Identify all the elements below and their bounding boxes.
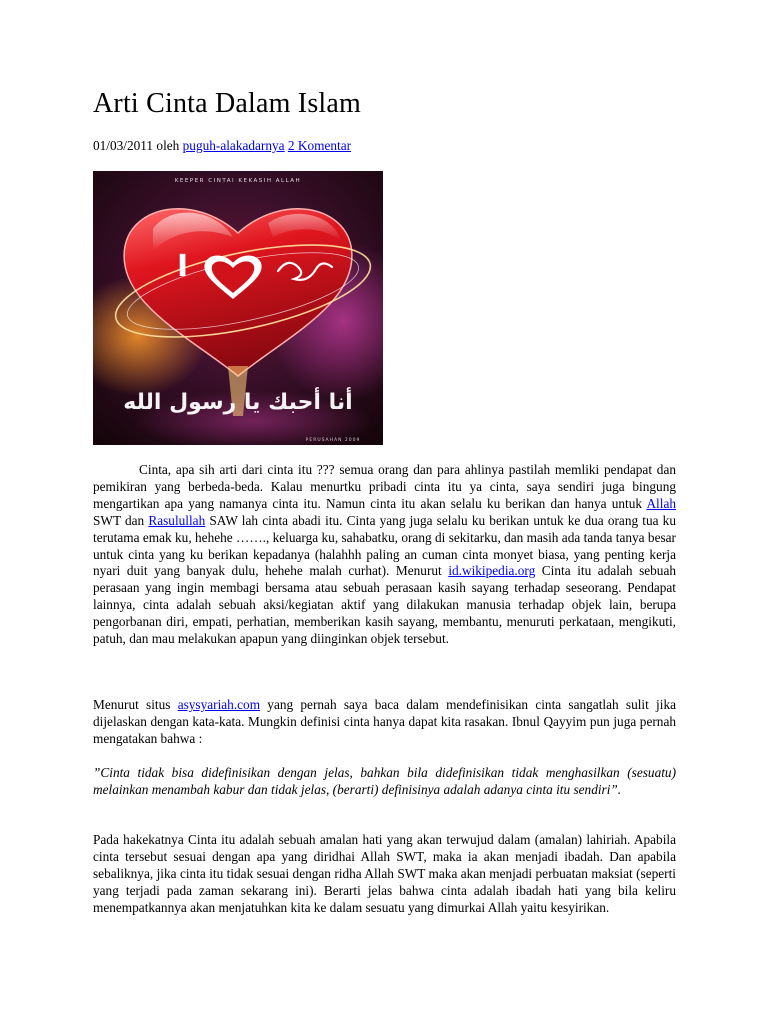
p1-text-4: Cinta itu adalah sebuah perasaan yang ingin membagi bersama atau sebuah perasaan kasih sayang terhadap seseorang. Pendapat lainnya, cinta adalah sebuah aksi/kegiatan aktif yang dilakukan manusia terhadap objek lain, berupa pengorbanan diri, empati, perhatian, memberikan kasih sayang, membantu, menuruti perkataan, mengikuti, patuh, dan mau melakukan apapun yang diinginkan objek tersebut. [93,563,677,647]
image-top-caption: KEEPER CINTAI KEKASIH ALLAH [174,178,302,184]
allah-link[interactable]: Allah [646,495,676,511]
paragraph-2 [93,697,676,748]
p4-text: Pada hakekatnya Cinta itu adalah sebuah amalan hati yang akan terwujud dalam (amalan) lahiriah. Apabila cinta tersebut sesuai dengan apa yang diridhai Allah SWT, maka ia akan menjadi ibadah. Dan apabila sebaliknya, jika cinta itu tidak sesuai dengan ridha Allah SWT maka akan menjadi perbuatan maksiat (seperti yang terjadi pada zaman sekarang ini). Berarti jelas bahwa cinta adalah ibadah hati yang bila keliru menempatkannya akan menjatuhkan kita ke dalam sesuatu yang dimurkai Allah yaitu kesyirikan. [93,832,676,915]
rasulullah-link[interactable]: Rasulullah [148,512,206,528]
author-link[interactable]: puguh-alakadarnya [182,138,285,153]
image-bottom-caption: PERUSAHAN 2009 [305,438,361,443]
article-title: Arti Cinta Dalam Islam [93,88,362,119]
asysyariah-link[interactable]: asysyariah.com [177,697,261,712]
p2-text-1: Menurut situs [93,697,178,712]
paragraph-1 [93,462,676,648]
quote-paragraph [93,765,676,799]
p1-text-3: SAW lah cinta abadi itu. Cinta yang juga selalu ku berikan untuk ke dua orang tua ku terutama emak ku, hehehe ……., keluarga ku, sahabatku, orang di sekitarku, dan masih ada tanda tanya besar untuk cinta yang ku berikan kepadanya (halahhh paling an cuman cinta monyet biasa, yang penting kerja nyari duit yang banyak dulu, hehehe malah curhat). Menurut [93,512,676,579]
comments-link[interactable]: 2 Komentar [287,138,352,153]
ibnul-qayyim-quote: ”Cinta tidak bisa didefinisikan dengan jelas, bahkan bila didefinisikan tidak menghasilkan (sesuatu) melainkan menambah kabur dan tidak jelas, (berarti) definisinya adalah adanya cinta itu sendiri”. [93,765,676,797]
heart-image [93,171,383,445]
wikipedia-link[interactable]: id.wikipedia.org [448,563,536,579]
post-date: 01/03/2011 [93,138,154,153]
p1-text-2: SWT dan [93,512,149,528]
arabic-calligraphy: أنا أحبك يا رسول الله [123,390,353,415]
heart-letter: I [177,249,189,284]
post-meta [93,138,351,154]
p2-text-2: yang pernah saya baca dalam mendefinisikan cinta sangatlah sulit jika dijelaskan dengan kata-kata. Mungkin definisi cinta hanya dapat kita rasakan. Ibnul Qayyim pun juga pernah mengatakan bahwa : [93,697,676,746]
paragraph-4 [93,832,676,917]
post-by: oleh [156,138,180,153]
p1-text-1: Cinta, apa sih arti dari cinta itu ??? semua orang dan para ahlinya pastilah memliki pendapat dan pemikiran yang berbeda-beda. Kalau menurtku pribadi cinta itu ya cinta, saya sendiri juga bingung mengartikan apa yang namanya cinta itu. Namun cinta itu akan selalu ku berikan dan hanya untuk [93,462,676,511]
